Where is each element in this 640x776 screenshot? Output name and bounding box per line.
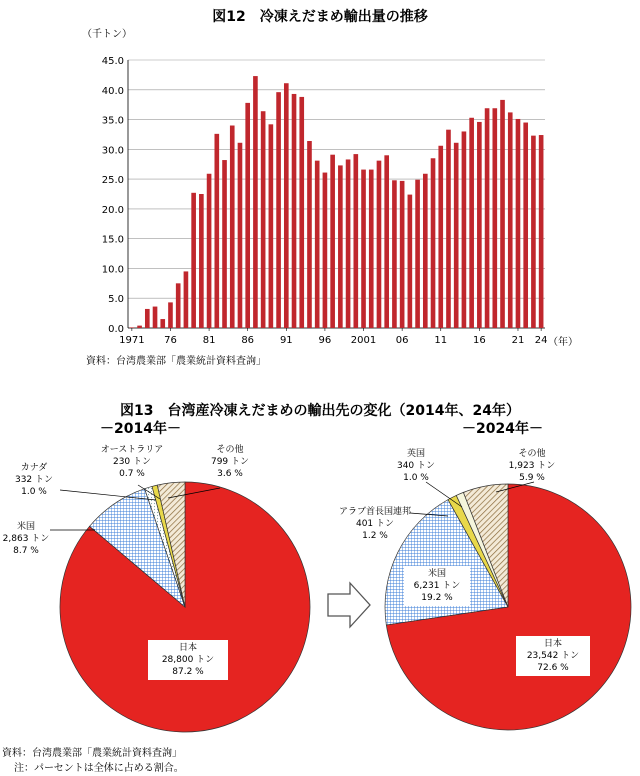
label-2024-japan xyxy=(516,636,590,676)
bar-1977 xyxy=(176,283,181,328)
label-2024-japan-name: 日本 xyxy=(543,639,562,649)
bar-1997 xyxy=(330,155,335,328)
label-2024-uae-name: アラブ首長国連邦 xyxy=(338,507,411,517)
y-tick-label: 20.0 xyxy=(101,204,124,216)
bar-2015 xyxy=(469,118,474,328)
bar-1971 xyxy=(130,327,135,328)
y-tick-label: 0.0 xyxy=(108,324,124,335)
label-2014-canada-tons: 332 トン xyxy=(14,475,54,485)
bar-1988 xyxy=(261,111,266,328)
label-2024-uae xyxy=(326,506,424,542)
bar-2008 xyxy=(415,180,420,328)
bar-1982 xyxy=(214,134,219,328)
label-2024-uk-pct: 1.0 % xyxy=(403,473,429,483)
bar-2024 xyxy=(539,135,544,328)
bar-2001 xyxy=(361,170,366,328)
x-tick-label: 1971 xyxy=(119,335,145,346)
bar-1992 xyxy=(292,94,297,328)
label-2014-other-tons: 799 トン xyxy=(210,457,250,467)
bar-1993 xyxy=(299,97,304,328)
label-2024-uae-pct: 1.2 % xyxy=(362,531,388,541)
bar-2004 xyxy=(384,155,389,328)
label-2024-usa xyxy=(404,566,470,606)
bar-2019 xyxy=(500,100,505,328)
x-tick-label: 11 xyxy=(434,335,448,346)
bar-2012 xyxy=(446,130,451,328)
bar-2018 xyxy=(492,108,497,328)
label-2024-japan-pct: 72.6 % xyxy=(537,663,569,673)
x-tick-label: 06 xyxy=(395,335,409,346)
y-tick-label: 5.0 xyxy=(108,294,124,306)
label-2024-usa-pct: 19.2 % xyxy=(421,593,453,603)
x-tick-label: 2001 xyxy=(350,335,377,346)
y-tick-label: 10.0 xyxy=(101,264,124,276)
label-2024-other-pct: 5.9 % xyxy=(519,473,545,483)
chart12-x-unit: （年） xyxy=(548,337,578,348)
bar-2000 xyxy=(353,154,358,328)
y-tick-label: 15.0 xyxy=(101,234,124,246)
bar-1973 xyxy=(145,309,150,328)
bar-chart xyxy=(0,40,640,360)
label-2014-australia-pct: 0.7 % xyxy=(119,469,145,479)
bar-1980 xyxy=(199,194,204,328)
y-tick-label: 45.0 xyxy=(101,56,124,67)
label-2014-other-pct: 3.6 % xyxy=(217,469,243,479)
bar-1999 xyxy=(346,159,351,328)
bar-1976 xyxy=(168,302,173,328)
bar-1991 xyxy=(284,83,289,328)
label-2014-canada-pct: 1.0 % xyxy=(21,487,47,497)
bar-2013 xyxy=(454,143,459,328)
bar-1990 xyxy=(276,92,281,328)
bar-1972 xyxy=(137,326,142,328)
label-2014-other xyxy=(200,444,260,480)
bar-2023 xyxy=(531,136,536,328)
label-2024-other-name: その他 xyxy=(518,449,546,459)
bar-2020 xyxy=(508,112,513,328)
bar-2010 xyxy=(431,158,436,328)
bar-1986 xyxy=(245,103,250,328)
chart12-title: 図12 冷凍えだまめ輸出量の推移 xyxy=(212,9,428,25)
label-2014-usa-pct: 8.7 % xyxy=(13,546,39,556)
label-2014-usa-tons: 2,863 トン xyxy=(2,534,50,544)
bar-1979 xyxy=(191,193,196,328)
bar-1983 xyxy=(222,160,227,328)
bar-1996 xyxy=(323,173,328,328)
label-2014-usa-name: 米国 xyxy=(16,522,35,532)
bar-1995 xyxy=(315,161,320,328)
x-tick-label: 91 xyxy=(279,335,293,346)
bar-2002 xyxy=(369,170,374,328)
bar-2006 xyxy=(400,181,405,328)
pie-2024-title: －2024年－ xyxy=(462,421,543,437)
chart13-source: 資料：台湾農業部「農業統計資料査詢」 xyxy=(2,748,182,759)
label-2014-canada xyxy=(8,462,60,498)
bar-2003 xyxy=(377,161,382,328)
x-tick-label: 16 xyxy=(472,335,486,346)
bar-1981 xyxy=(207,174,212,328)
chart13-title: 図13 台湾産冷凍えだまめの輸出先の変化（2014年、24年） xyxy=(120,403,520,419)
bar-1974 xyxy=(153,307,158,328)
bar-2016 xyxy=(477,122,482,328)
label-2014-other-name: その他 xyxy=(216,445,244,455)
label-2014-usa xyxy=(2,521,50,557)
label-2024-uk-name: 英国 xyxy=(406,449,425,459)
label-2014-canada-name: カナダ xyxy=(20,463,48,473)
label-2014-japan-name: 日本 xyxy=(178,643,197,653)
label-2024-japan-tons: 23,542 トン xyxy=(526,651,580,661)
label-2014-japan-tons: 28,800 トン xyxy=(161,655,215,665)
x-tick-label: 81 xyxy=(202,335,216,346)
x-tick-label: 96 xyxy=(318,335,332,346)
bar-1984 xyxy=(230,126,235,328)
x-tick-label: 24 xyxy=(534,335,548,346)
bar-2014 xyxy=(462,131,467,328)
y-tick-label: 35.0 xyxy=(101,115,124,127)
label-2024-uk-tons: 340 トン xyxy=(396,461,436,471)
label-2024-usa-tons: 6,231 トン xyxy=(413,581,461,591)
arrow-icon xyxy=(328,583,370,627)
y-tick-label: 40.0 xyxy=(101,85,124,97)
bar-2007 xyxy=(408,195,413,328)
label-2024-usa-name: 米国 xyxy=(427,569,446,579)
bar-1994 xyxy=(307,141,312,328)
label-2014-australia-name: オーストラリア xyxy=(100,445,164,455)
bar-2005 xyxy=(392,180,397,328)
label-2024-other xyxy=(500,448,564,484)
x-tick-label: 21 xyxy=(511,335,525,346)
label-2014-japan xyxy=(148,640,228,680)
bar-1998 xyxy=(338,165,343,328)
bar-2022 xyxy=(523,123,528,328)
x-tick-label: 86 xyxy=(241,335,255,346)
label-2024-other-tons: 1,923 トン xyxy=(508,461,556,471)
label-2014-australia-tons: 230 トン xyxy=(112,457,152,467)
chart12-unit-label: （千トン） xyxy=(82,29,132,40)
bar-1985 xyxy=(238,143,243,328)
bar-2017 xyxy=(485,108,490,328)
bar-2021 xyxy=(516,119,521,328)
bar-1978 xyxy=(184,271,189,328)
pie-2014-title: －2014年－ xyxy=(100,421,181,437)
bar-1989 xyxy=(269,124,274,328)
label-2014-japan-pct: 87.2 % xyxy=(172,667,204,677)
label-2024-uk xyxy=(388,448,444,484)
bar-1987 xyxy=(253,76,258,328)
x-tick-label: 76 xyxy=(164,335,177,346)
bar-1975 xyxy=(160,319,165,328)
bar-2009 xyxy=(423,174,428,328)
y-tick-label: 25.0 xyxy=(101,175,124,187)
chart13-note: 注：パーセントは全体に占める割合。 xyxy=(14,763,184,774)
label-2024-uae-tons: 401 トン xyxy=(355,519,395,529)
label-2014-australia xyxy=(87,444,177,480)
bar-2011 xyxy=(438,146,443,328)
y-tick-label: 30.0 xyxy=(101,145,124,157)
chart12-source: 資料：台湾農業部「農業統計資料査詢」 xyxy=(86,356,266,367)
